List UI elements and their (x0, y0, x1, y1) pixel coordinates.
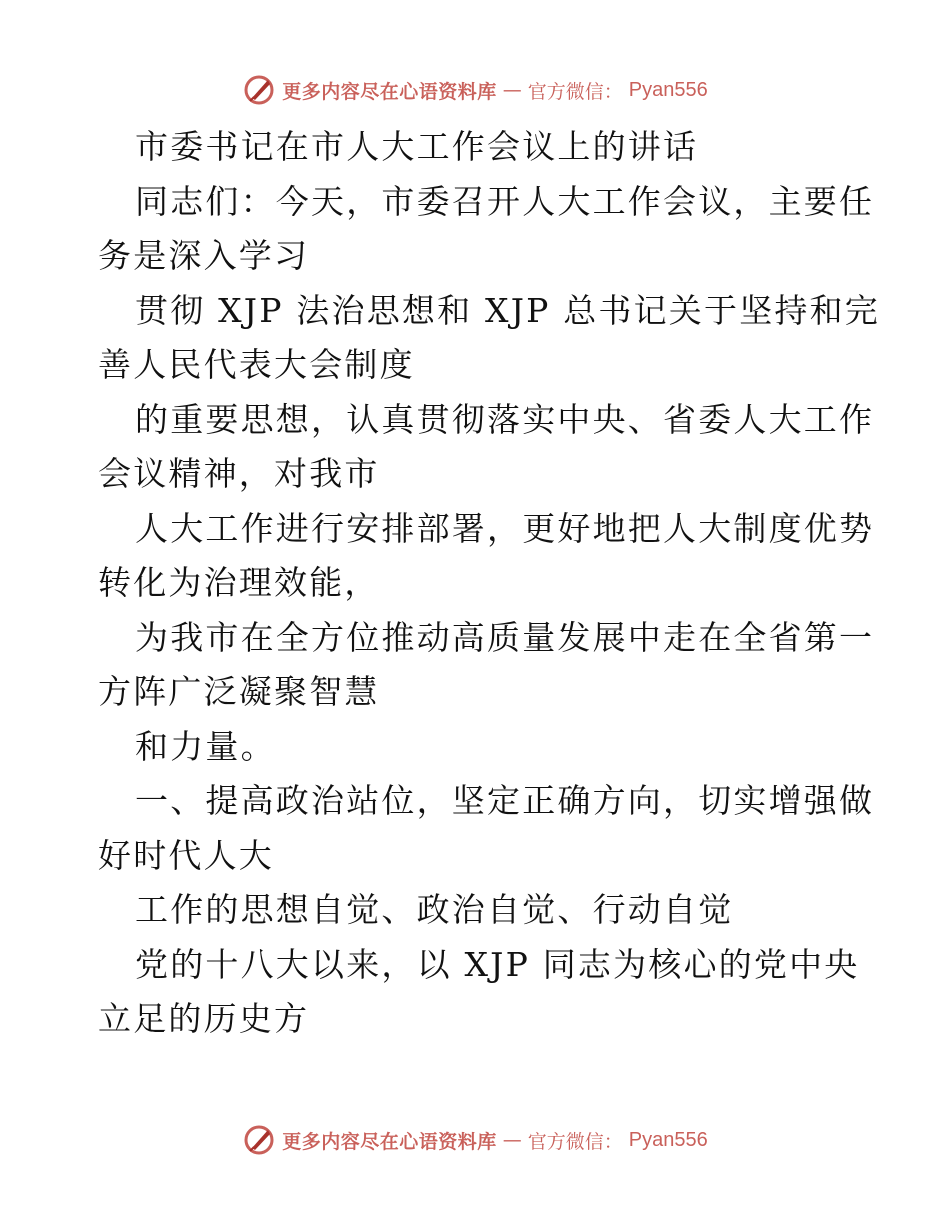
document-line: 一、提高政治站位，坚定正确方向，切实增强做 (135, 781, 875, 820)
document-line: 方阵广泛凝聚智慧 (98, 672, 380, 711)
document-line: 转化为治理效能， (98, 563, 380, 602)
banner-wechat-label: 官方微信： (527, 1130, 623, 1153)
banner-wechat-id: Pyan556 (628, 1128, 708, 1151)
banner-separator: — (502, 1129, 522, 1151)
document-line: 会议精神，对我市 (98, 454, 380, 493)
document-body (98, 120, 881, 1047)
header-banner (0, 70, 950, 110)
document-line: 好时代人大 (98, 835, 274, 875)
quill-pen-circle-icon (242, 73, 276, 107)
document-line: 立足的历史方 (98, 999, 310, 1038)
banner-wechat-label: 官方微信： (527, 80, 623, 103)
document-line: 贯彻 XJP 法治思想和 XJP 总书记关于坚持和完 (135, 290, 881, 330)
document-line: 为我市在全方位推动高质量发展中走在全省第一 (135, 617, 875, 657)
quill-pen-circle-icon (242, 1123, 276, 1157)
document-line: 的重要思想，认真贯彻落实中央、省委人大工作 (135, 399, 875, 439)
document-line: 善人民代表大会制度 (98, 345, 415, 384)
document-line: 和力量。 (135, 726, 276, 766)
document-line: 人大工作进行安排部署，更好地把人大制度优势 (135, 508, 875, 548)
banner-brand-text: 更多内容尽在心语资料库 (282, 80, 497, 103)
banner-wechat-id: Pyan556 (628, 78, 708, 101)
document-line: 工作的思想自觉、政治自觉、行动自觉 (135, 890, 734, 929)
document-line: 同志们：今天，市委召开人大工作会议，主要任 (135, 181, 875, 221)
footer-banner (0, 1120, 950, 1160)
document-line: 市委书记在市人大工作会议上的讲话 (135, 127, 699, 166)
banner-separator: — (502, 79, 522, 101)
banner-brand-text: 更多内容尽在心语资料库 (282, 1130, 497, 1153)
document-line: 务是深入学习 (98, 236, 310, 275)
document-line: 党的十八大以来，以 XJP 同志为核心的党中央 (135, 944, 860, 984)
